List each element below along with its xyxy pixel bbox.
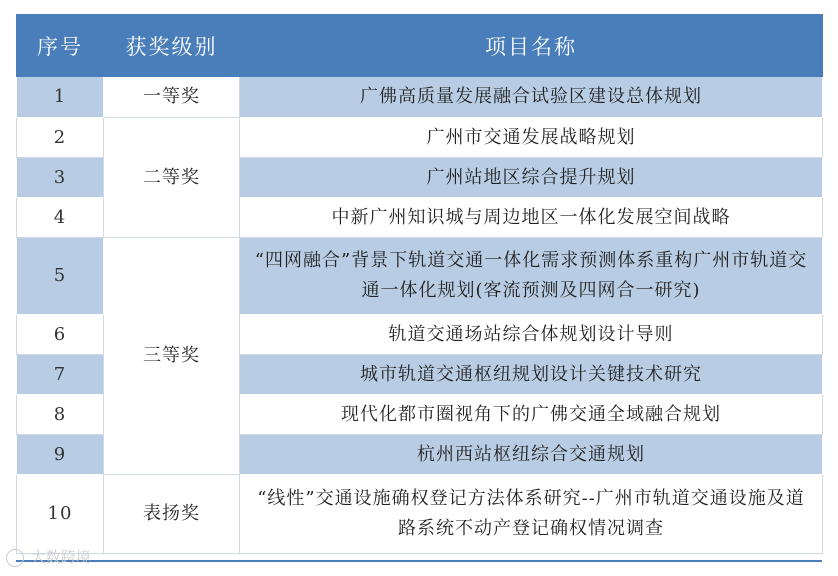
- project-name: 城市轨道交通枢纽规划设计关键技术研究: [240, 355, 823, 395]
- row-number: 7: [17, 355, 104, 395]
- header-level: 获奖级别: [104, 15, 240, 77]
- table-row: [17, 238, 823, 315]
- table-row: [17, 77, 823, 118]
- watermark: [6, 546, 91, 567]
- award-level: 一等奖: [104, 77, 240, 118]
- row-number: 1: [17, 77, 104, 118]
- row-number: 9: [17, 435, 104, 475]
- row-number: 6: [17, 315, 104, 355]
- project-name: 广州市交通发展战略规划: [240, 118, 823, 158]
- project-name: 轨道交通场站综合体规划设计导则: [240, 315, 823, 355]
- table-bottom-border: [16, 560, 822, 562]
- project-name: 杭州西站枢纽综合交通规划: [240, 435, 823, 475]
- award-level: 表扬奖: [104, 475, 240, 554]
- watermark-text: 大数跨境: [30, 548, 91, 566]
- header-row: [17, 15, 823, 77]
- award-level: 三等奖: [104, 238, 240, 475]
- project-name: 现代化都市圈视角下的广佛交通全域融合规划: [240, 395, 823, 435]
- row-number: 3: [17, 158, 104, 198]
- row-number: 8: [17, 395, 104, 435]
- row-number: 10: [17, 475, 104, 554]
- project-name: “四网融合”背景下轨道交通一体化需求预测体系重构广州市轨道交通一体化规划(客流预测及四网合一研究): [240, 238, 823, 315]
- row-number: 2: [17, 118, 104, 158]
- awards-table-container: [16, 14, 822, 554]
- header-no: 序号: [17, 15, 104, 77]
- award-level: 二等奖: [104, 118, 240, 238]
- awards-table: [16, 14, 823, 554]
- table-row: [17, 118, 823, 158]
- watermark-logo-icon: [6, 549, 24, 567]
- project-name: 中新广州知识城与周边地区一体化发展空间战略: [240, 198, 823, 238]
- project-name: 广佛高质量发展融合试验区建设总体规划: [240, 77, 823, 118]
- header-name: 项目名称: [240, 15, 823, 77]
- row-number: 4: [17, 198, 104, 238]
- project-name: 广州站地区综合提升规划: [240, 158, 823, 198]
- row-number: 5: [17, 238, 104, 315]
- table-row: [17, 475, 823, 554]
- project-name: “线性”交通设施确权登记方法体系研究--广州市轨道交通设施及道路系统不动产登记确权情况调查: [240, 475, 823, 554]
